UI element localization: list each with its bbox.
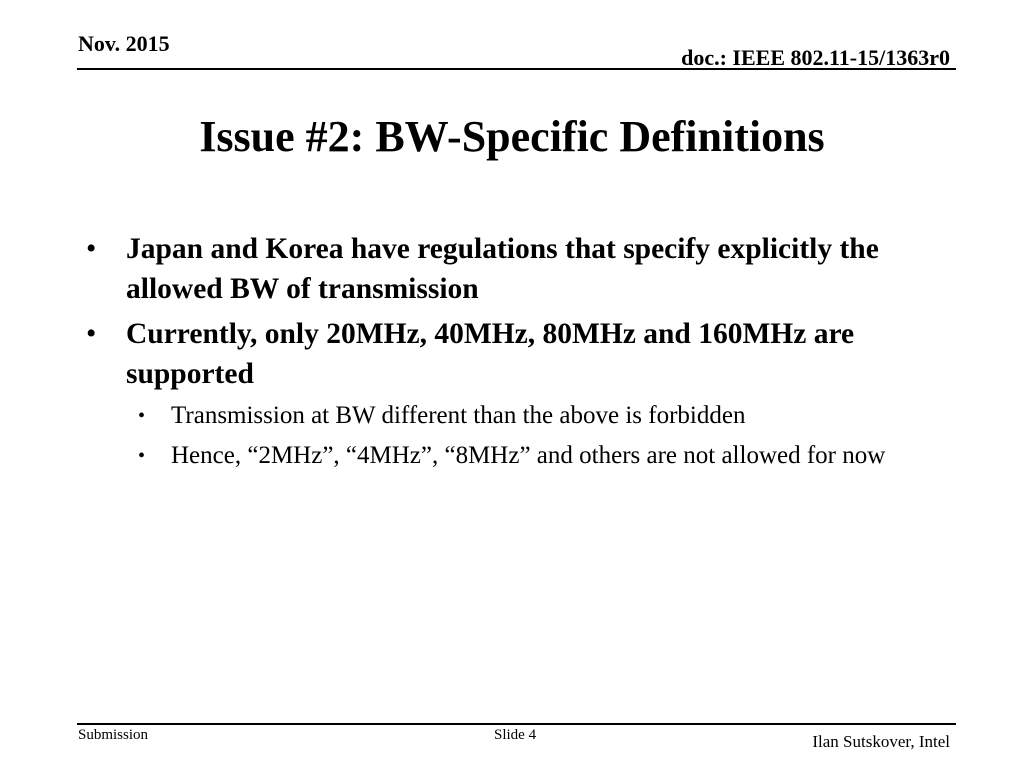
footer-submission: Submission: [78, 727, 149, 743]
sub-bullet-text: Hence, “2MHz”, “4MHz”, “8MHz” and others are not allowed for now: [171, 442, 886, 469]
sub-bullet-item: [76, 439, 948, 473]
bullet-item: [76, 229, 948, 309]
header-divider: [77, 68, 956, 70]
slide-title: Issue #2: BW-Specific Definitions: [199, 112, 825, 161]
bullet-dot-icon: •: [138, 445, 146, 467]
header-date: Nov. 2015: [78, 31, 170, 56]
footer-slide-number: Slide 4: [494, 727, 537, 743]
bullet-text: Currently, only 20MHz, 40MHz, 80MHz and 160MHz are supported: [126, 318, 855, 390]
bullet-list: [76, 229, 948, 479]
footer-divider: [77, 723, 956, 725]
bullet-dot-icon: •: [138, 405, 146, 427]
bullet-dot-icon: •: [86, 233, 97, 265]
bullet-dot-icon: •: [86, 318, 97, 350]
sub-bullet-text: Transmission at BW different than the above is forbidden: [171, 402, 746, 429]
header-doc-id: doc.: IEEE 802.11-15/1363r0: [681, 45, 950, 70]
bullet-item: [76, 314, 948, 394]
bullet-text: Japan and Korea have regulations that specify explicitly the allowed BW of transmission: [126, 233, 879, 305]
footer-author: Ilan Sutskover, Intel: [812, 732, 950, 751]
sub-bullet-item: [76, 399, 948, 433]
